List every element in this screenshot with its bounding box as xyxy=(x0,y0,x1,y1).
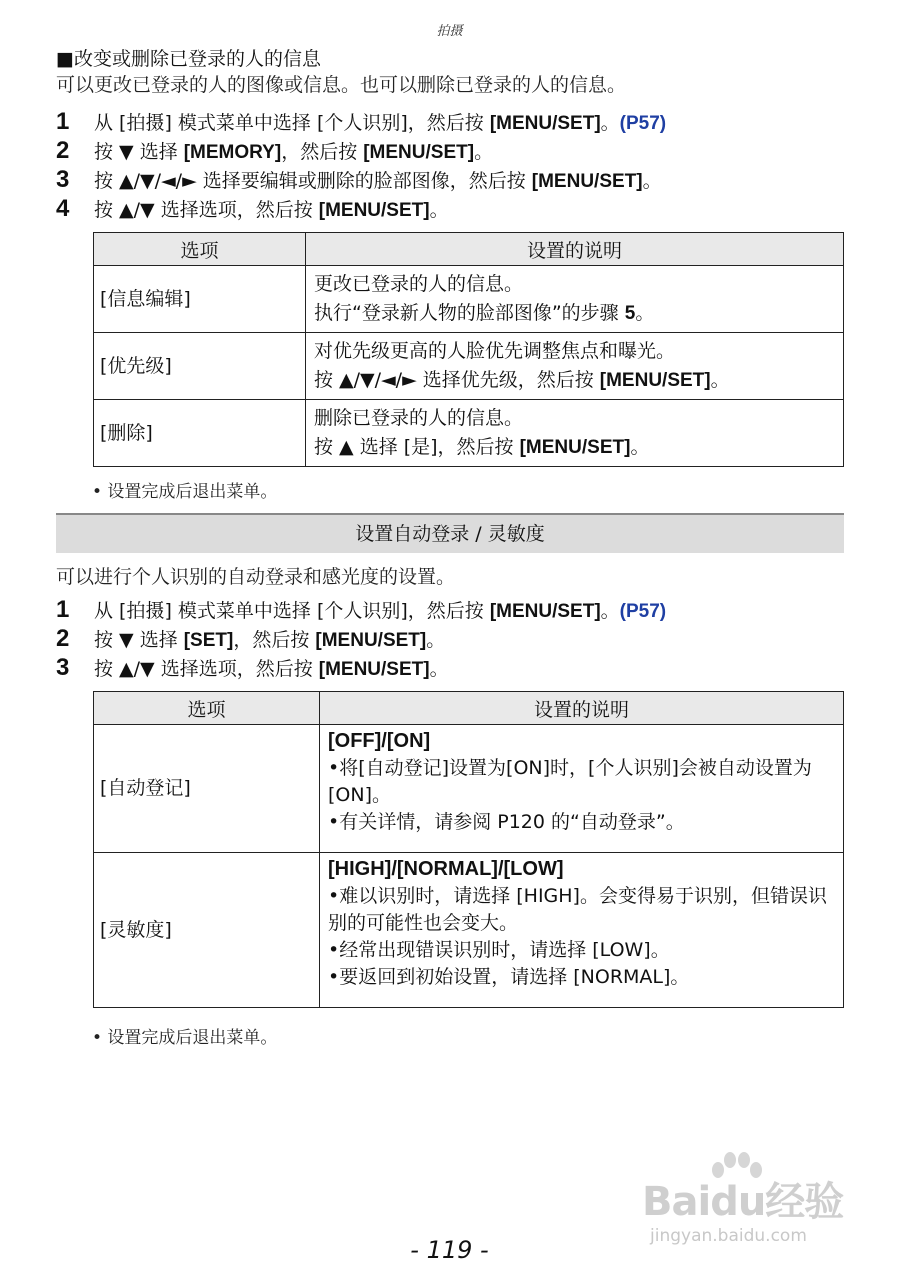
step-text-end: 。 xyxy=(474,141,494,163)
description-line: 更改已登录的人的信息。 xyxy=(314,273,524,295)
step-key: [MENU/SET] xyxy=(489,113,601,134)
table-row xyxy=(94,853,844,1008)
step-list xyxy=(56,596,846,683)
step-number: 4 xyxy=(56,195,70,222)
step-text-end: 。 xyxy=(642,170,662,192)
step-text: 按 ▲/▼ 选择选项，然后按 xyxy=(94,658,319,680)
step-text-mid: ，然后按 xyxy=(281,141,364,163)
description-line: 按 ▲ 选择 [是]，然后按 xyxy=(314,436,520,458)
option-name: [自动登记] xyxy=(94,725,320,853)
description-line: 执行“登录新人物的脸部图像”的步骤 xyxy=(314,302,625,324)
description-bullet: •要返回到初始设置，请选择 [NORMAL]。 xyxy=(328,966,690,988)
page-reference-link[interactable]: (P57) xyxy=(619,601,667,622)
note: • 设置完成后退出菜单。 xyxy=(92,1028,278,1048)
description-line-end: 。 xyxy=(635,302,655,324)
section-band-title: 设置自动登录 / 灵敏度 xyxy=(56,513,844,553)
section-intro: 可以进行个人识别的自动登录和感光度的设置。 xyxy=(56,566,456,588)
table-row xyxy=(94,400,844,467)
step-key: [MENU/SET] xyxy=(318,659,430,680)
step-1 xyxy=(56,108,846,137)
step-number: 3 xyxy=(56,166,70,193)
option-description xyxy=(320,725,844,853)
option-name: [灵敏度] xyxy=(94,853,320,1008)
description-bullet: •将[自动登记]设置为[ON]时，[个人识别]会被自动设置为 [ON]。 xyxy=(328,757,812,806)
option-values: [HIGH]/[NORMAL]/[LOW] xyxy=(328,858,564,880)
option-name: [删除] xyxy=(94,400,306,467)
section-heading: ■改变或删除已登录的人的信息 xyxy=(56,48,321,70)
step-text-end: 。 xyxy=(600,112,620,134)
step-1 xyxy=(56,596,846,625)
section-intro: 可以更改已登录的人的图像或信息。也可以删除已登录的人的信息。 xyxy=(56,74,627,96)
table-row xyxy=(94,266,844,333)
step-4 xyxy=(56,195,846,224)
watermark-logo: Baidu经验 xyxy=(642,1179,844,1225)
description-bullet: •有关详情，请参阅 P120 的“自动登录”。 xyxy=(328,811,685,833)
step-number: 1 xyxy=(56,596,70,623)
description-bullet: •难以识别时，请选择 [HIGH]。会变得易于识别，但错误识别的可能性也会变大。 xyxy=(328,885,827,934)
page-reference-link[interactable]: (P57) xyxy=(619,113,667,134)
step-number: 1 xyxy=(56,108,70,135)
description-key: [MENU/SET] xyxy=(519,437,631,458)
step-text-mid: ，然后按 xyxy=(233,629,316,651)
step-text: 按 ▲/▼/◄/► 选择要编辑或删除的脸部图像，然后按 xyxy=(94,170,532,192)
column-header-description: 设置的说明 xyxy=(320,692,844,725)
table-header-row xyxy=(94,692,844,725)
option-values: [OFF]/[ON] xyxy=(328,730,431,752)
option-description xyxy=(306,333,844,400)
step-key: [MENU/SET] xyxy=(318,200,430,221)
option-name: [信息编辑] xyxy=(94,266,306,333)
column-header-description: 设置的说明 xyxy=(306,233,844,266)
description-key: [MENU/SET] xyxy=(599,370,711,391)
step-key: [MENU/SET] xyxy=(315,630,427,651)
step-key: [MENU/SET] xyxy=(531,171,643,192)
step-3 xyxy=(56,166,846,195)
description-bullet: •经常出现错误识别时，请选择 [LOW]。 xyxy=(328,939,670,961)
step-number: 3 xyxy=(56,654,70,681)
description-line-end: 。 xyxy=(710,369,730,391)
description-line-end: 。 xyxy=(630,436,650,458)
page-number: - 119 - xyxy=(410,1236,489,1264)
step-text-end: 。 xyxy=(429,199,449,221)
step-2 xyxy=(56,625,846,654)
options-table xyxy=(93,232,844,467)
baidu-watermark xyxy=(642,1148,852,1248)
step-number: 2 xyxy=(56,137,70,164)
step-key: [MENU/SET] xyxy=(489,601,601,622)
description-line: 按 ▲/▼/◄/► 选择优先级，然后按 xyxy=(314,369,600,391)
column-header-option: 选项 xyxy=(94,692,320,725)
step-key: [SET] xyxy=(183,630,234,651)
step-text: 从 [拍摄] 模式菜单中选择 [个人识别]，然后按 xyxy=(94,600,490,622)
option-description xyxy=(306,400,844,467)
description-key: 5 xyxy=(624,303,636,324)
option-description xyxy=(320,853,844,1008)
step-text: 从 [拍摄] 模式菜单中选择 [个人识别]，然后按 xyxy=(94,112,490,134)
step-text: 按 ▼ 选择 xyxy=(94,141,184,163)
step-key: [MENU/SET] xyxy=(363,142,475,163)
step-3 xyxy=(56,654,846,683)
step-key: [MEMORY] xyxy=(183,142,282,163)
step-list xyxy=(56,108,846,224)
column-header-option: 选项 xyxy=(94,233,306,266)
options-table xyxy=(93,691,844,1008)
table-row xyxy=(94,333,844,400)
step-text-end: 。 xyxy=(429,658,449,680)
page-header: 拍摄 xyxy=(436,24,463,39)
table-header-row xyxy=(94,233,844,266)
step-2 xyxy=(56,137,846,166)
step-text: 按 ▲/▼ 选择选项，然后按 xyxy=(94,199,319,221)
step-number: 2 xyxy=(56,625,70,652)
step-text-end: 。 xyxy=(600,600,620,622)
note: • 设置完成后退出菜单。 xyxy=(92,482,278,502)
table-row xyxy=(94,725,844,853)
step-text: 按 ▼ 选择 xyxy=(94,629,184,651)
option-description xyxy=(306,266,844,333)
step-text-end: 。 xyxy=(426,629,446,651)
watermark-site: jingyan.baidu.com xyxy=(650,1226,807,1246)
description-line: 删除已登录的人的信息。 xyxy=(314,407,524,429)
description-line: 对优先级更高的人脸优先调整焦点和曝光。 xyxy=(314,340,676,362)
option-name: [优先级] xyxy=(94,333,306,400)
